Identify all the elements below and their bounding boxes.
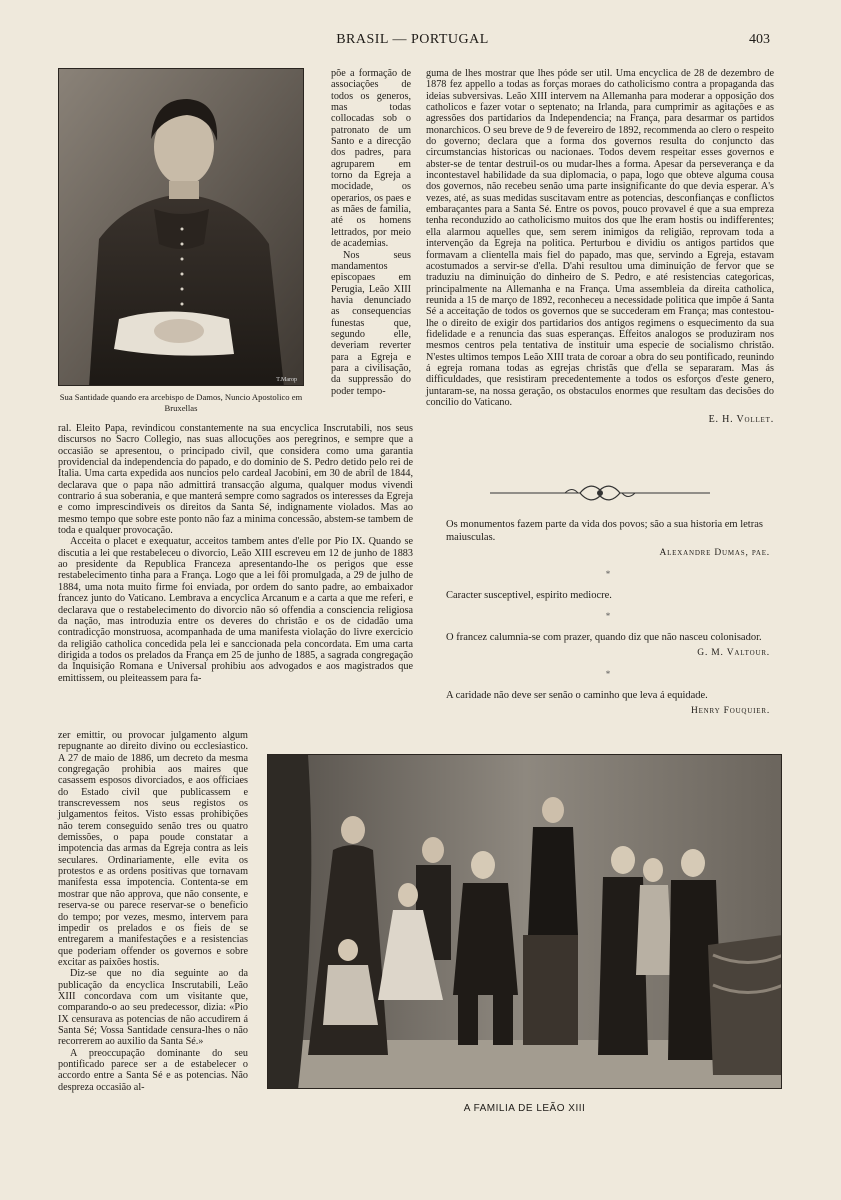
portrait-caption: Sua Santidade quando era arcebispo de Damos, Nuncio Apostolico em Bruxellas [59, 392, 303, 413]
paragraph: ral. Eleito Papa, revindicou constantemente na sua encyclica Inscrutabili, nos seus discursos no Sacro Collegio, nas suas allocuções aos peregrinos, e sempre que a occasião se apresentou, o principado civil, que considera como uma garantia providencial da independencia do papado, e do dominio de S. Pedro detido pelo rei de Italia. Uma carta expedida aos nuncios pelo cardeal Jacobini, em 30 de abril de 1844, declarava que o papa não admittirá transacção alguma, qualquer modus vivendi contrario á sua soberania, e que manterá sempre como sagrados os interesses da Egreja e como imprescindiveis os direitos da Santa Sé, indignamente violados. Mas ao mesmo tempo que sobre este ponto não faz a minima concessão, abstem-se tambem de toda e qualquer provocação. [58, 423, 413, 537]
page-number: 403 [749, 32, 770, 47]
quotation-text: O francez calumnia-se com prazer, quando diz que não nasceu colonisador. [446, 632, 762, 643]
running-header [55, 32, 770, 52]
engraver-signature: T.Marop [276, 377, 297, 383]
paragraph: Nos seus mandamentos episcopaes em Perugia, Leão XIII havia denunciado as consequencias funestas que, segundo elle, deveriam reverter para a Egreja e para a civilisação, da suppressão do poder tempo- [331, 249, 411, 397]
text-column-narrow [331, 68, 411, 397]
quotations-list [446, 518, 770, 726]
family-photograph [267, 754, 782, 1089]
paragraph: põe a formação de associações de todos os generos, mas todas collocadas sob o patronato de um Santo e a direcção dos padres, para agruparem em torno da Egreja a mocidade, os operarios, os paes e as mães de familia, até os homens lettrados, por meio de academias. [331, 68, 411, 250]
quotation-text: A caridade não deve ser senão o caminho que leva á equidade. [446, 690, 708, 701]
paragraph: zer emittir, ou provocar julgamento algum repugnante ao direito divino ou ecclesiastico. A 27 de maio de 1886, um decreto da mesma congregação prohibia aos maires que casassem esposos divorciados, e aos officiaes do Estado civil que publicassem e transcrevessem nos seus registos os julgamentos feitos. Visto essas prohibições não terem conseguido senão tres ou quatro demissões, o papa poude constatar a impotencia das armas da Egreja contra as leis seculares. Ordinariamente, elle evita os protestos e as ordens positivas que tornavam manifesta essa impotencia. Contenta-se em mostrar que não approva, que não consente, e reserva-se ou parece reservar-se o beneficio do tempo; por vezes, mesmo, intervem para impedir os prelados e os fieis de se entregarem a manifestações e a resistencias que poderiam offender os governos e sobre excitar as paixões hostis. [58, 730, 248, 968]
ornament-divider [480, 478, 720, 508]
family-photo-caption: A FAMILIA DE LEÃO XIII [463, 1103, 586, 1114]
paragraph: A preoccupação dominante do seu pontificado parece ser a de estabelecer o accordo entre a Santa Sé e as potencias. Não despreza occasião al- [58, 1047, 248, 1093]
text-column-lower-left [58, 730, 248, 1093]
family-illustration [268, 755, 782, 1089]
paragraph: guma de lhes mostrar que lhes póde ser util. Uma encyclica de 28 de dezembro de 1878 fez appello a todas as forças moraes do catholicismo contra a propaganda das ideias subversivas. Leão XIII intervem na Allemanha para moderar a opposição dos catholicos e fazer votar o septenato; na Irlanda, para cumprimir as agitações e as agressões dos partidarios da Independencia; na França, para desarmar os partidos monarchicos. O seu breve de 9 de fevereiro de 1892, recommenda ao clero o respeito do governo; declara que a forma dos governos resulta do conjuncto das circumstancias historicas ou nacionaes. Todos devem respeitar esses governos e abster-se de tentar destruil-os ou mudar-lhes a forma. Apesar da perseverança e da incontestavel habilidade da sua diplomacia, o papa, logo que obteve alguma cousa dos governos, não recebeu senão uma parte insignificante do que devia esperar. A's vezes, até, as suas medidas suscitavam entre as potencias, desconfianças e conflictos embaraçantes para a Santa Sé. Entre os povos, pouco provavel é que a sua empreza tenha reconduzido ao catholicismo muitos dos que lhe eram hostis ou indifferentes; ella alarmou aquelles que, sem serem inimigos da religião, reprovam toda a intervenção da Egreja na politica. Perturbou e dividiu os antigos partidos que formavam a clientella mais fiel do papado, mas que, servindo a Egreja, estavam acostumados a servir-se d'ella. D'ahi resultou uma diminuição de fervor que se traduziu na diminuição do dinheiro de S. Pedro, e até resistencias categoricas, principalmente na Allemanha e na França. Uma assembleia da direita catholica, reunida a 15 de março de 1892, reconheceu a necessidade politica que impõe á Santa Sé a acceitação de todos os governos que se succederam em França; mas contestou-lhe o direito de exigir dos partidarios dos antigos regimens o esquecimento da sua fidelidade e a renuncia das suas esperanças. Effeitos analogos se produziram nos mesmos centros pela tentativa de instituir uma especie de socialismo christão. N'estes ultimos tempos Leão XIII trata de coroar a obra do seu pontificado, reunindo á egreja romana todas as egrejas christãs que d'ella se separaram. Mas ás difficuldades, que resistiram precedentemente a todos os esforços d'este genero, juntaram-se, na nossa geração, os obstaculos enormes que resultam das decisões do concilio do Vaticano. [426, 68, 774, 408]
separator-asterisk: * [605, 669, 611, 679]
quotation [446, 589, 770, 602]
quotation [446, 689, 770, 718]
paragraph: Acceita o placet e exequatur, acceitos tambem antes d'elle por Pio IX. Quando se discutia a lei que restabeleceu o divorcio, Leão XIII escreveu em 12 de junho de 1883 ao presidente da Republica Franceza apresentando-lhe os perigos que esse restabelecimento tinha para a França. Logo que a lei fôi promulgada, a 29 de julho de 1884, uma nota muito firme foi enviada, por ordem do santo padre, ao embaixador francez junto do Vaticano. Lembrava a encyclica Arcanum e a carta a que me referi, e declarava que o restabelecimento do divorcio não só offendia a consciencia religiosa da nação, mas introduzia entre os deveres do christão e os de cidadão uma contradicção monstruosa, acompanhada de uma manifesta violação do livre exercicio da religião catholica concedida pela lei e sanccionada pela concordata. Em uma carta dirigida a todos os prelados da França em 25 de junho de 1885, a sagrada congregação da Inquisição Romana e Universal prohibiu aos advogados e aos magistrados que emittissem, ou pleiteassem para fa- [58, 536, 413, 684]
separator-asterisk: * [605, 611, 611, 621]
quotation-text: Os monumentos fazem parte da vida dos povos; são a sua historia em letras maiusculas. [446, 519, 763, 543]
quotation [446, 518, 770, 560]
quotation-text: Caracter susceptivel, espirito mediocre. [446, 590, 612, 601]
portrait-engraving [58, 68, 304, 386]
text-column-left [58, 423, 413, 684]
quotation-author: Henry Fouquier. [690, 706, 770, 716]
quotation-author: Alexandre Dumas, pae. [659, 548, 770, 558]
text-column-right [426, 68, 774, 426]
portrait-illustration [59, 69, 304, 386]
quotation [446, 631, 770, 660]
quotation-author: G. M. Valtour. [697, 648, 770, 658]
journal-title: BRASIL — PORTUGAL [336, 32, 489, 47]
paragraph: Diz-se que no dia seguinte ao da publicação da encyclica Inscrutabili, Leão XIII concordava com um visitante que, comparando-o ao seu predecessor, dizia: «Pio IX censurava as potencias de não accudirem á Santa Sé; Vossa Santidade censura-lhes o não recorrerem ao auxilio da Santa Sé.» [58, 968, 248, 1048]
author-signature: E. H. Vollet. [708, 414, 774, 426]
separator-asterisk: * [605, 569, 611, 579]
